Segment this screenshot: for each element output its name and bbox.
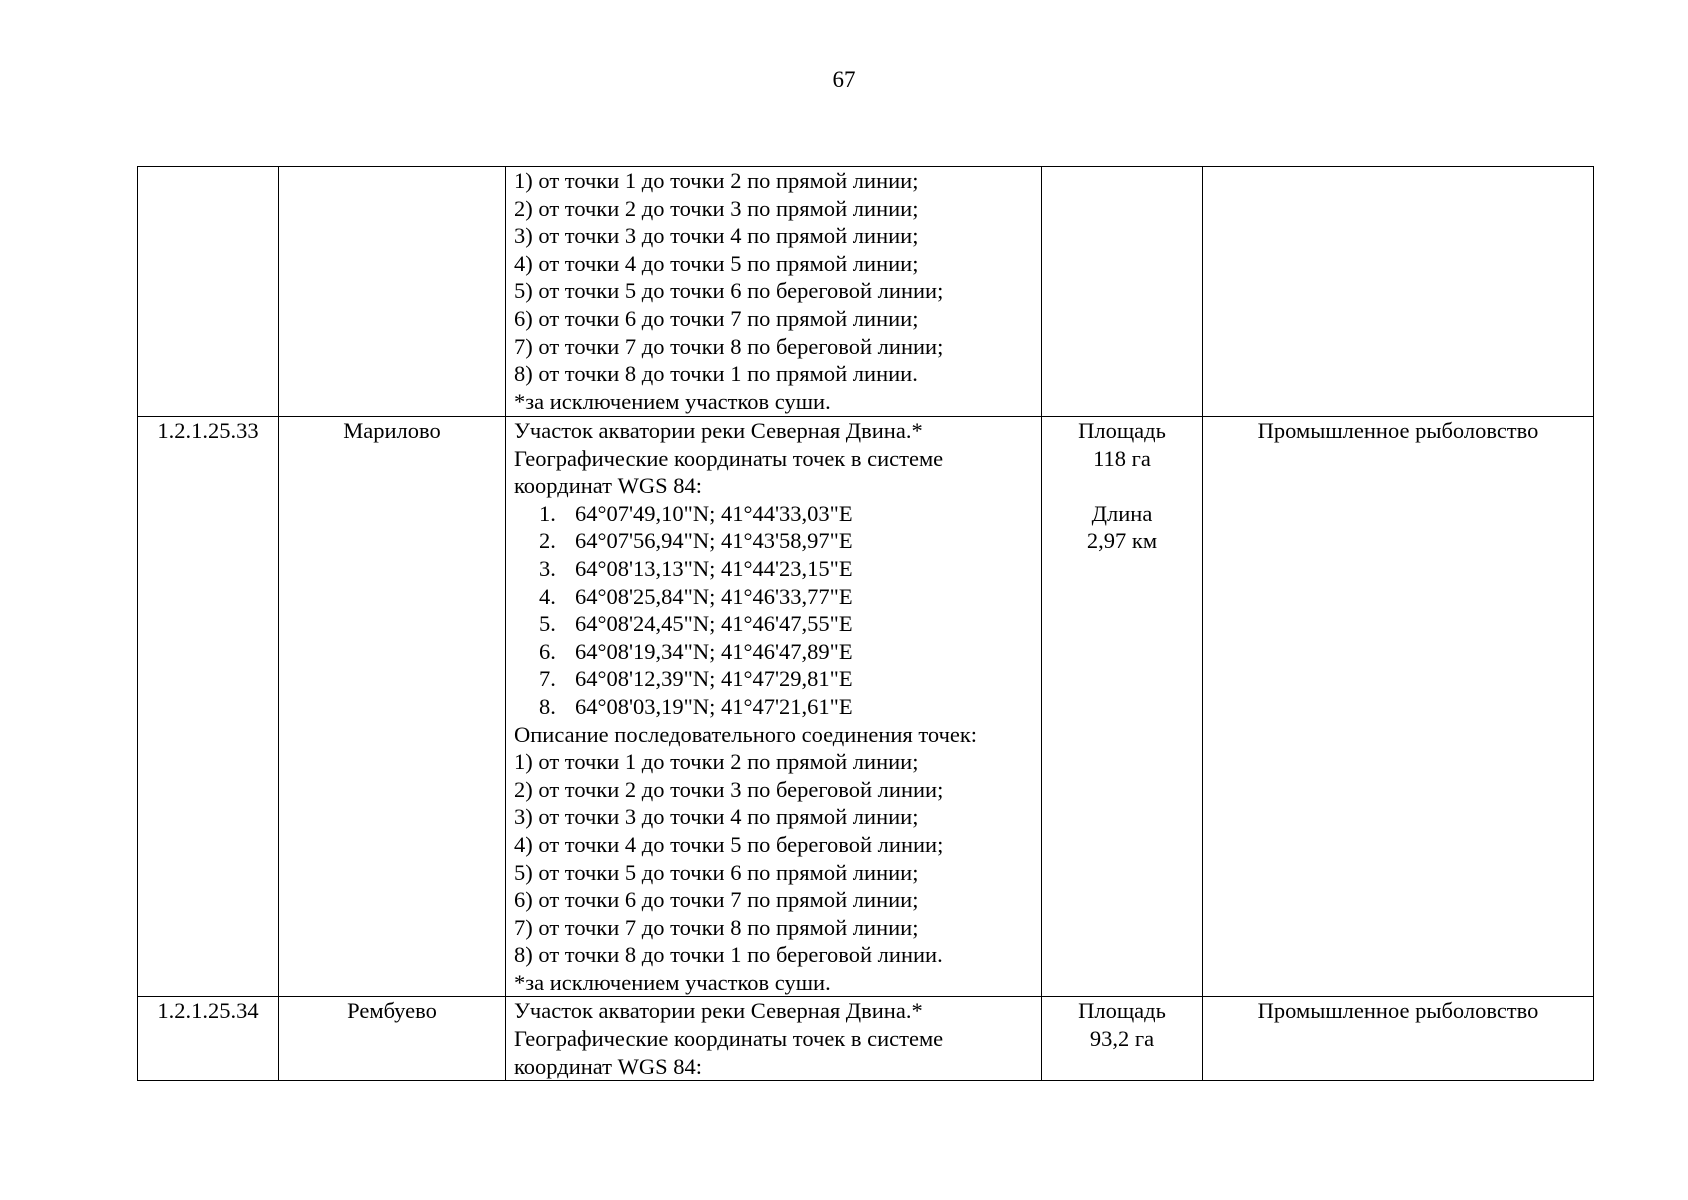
area-code-cell: 1.2.1.25.33 xyxy=(138,417,279,997)
area-label: Площадь xyxy=(1078,418,1166,443)
list-item: 6. 64°08'19,34"N; 41°46'47,89"E xyxy=(539,638,853,664)
list-item: 1. 64°07'49,10"N; 41°44'33,03"E xyxy=(539,500,853,526)
usage-cell: Промышленное рыболовство xyxy=(1203,417,1594,997)
area-label: Площадь xyxy=(1078,998,1166,1024)
list-item: 7. 64°08'12,39"N; 41°47'29,81"E xyxy=(539,666,853,692)
list-item: 2. 64°07'56,94"N; 41°43'58,97"E xyxy=(539,528,853,554)
area-code-cell: 1.2.1.25.34 xyxy=(138,997,279,1081)
connection-line: 7) от точки 7 до точки 8 по прямой линии; xyxy=(514,914,919,940)
list-item: 8. 64°08'03,19"N; 41°47'21,61"E xyxy=(539,693,853,719)
area-description-cell xyxy=(506,997,1042,1081)
area-name-cell: Марилово xyxy=(279,417,506,997)
connection-line: 2) от точки 2 до точки 3 по береговой линии; xyxy=(514,776,944,802)
length-label: Длина xyxy=(1091,500,1153,526)
list-item: 4. 64°08'25,84"N; 41°46'33,77"E xyxy=(539,583,853,609)
area-value: 93,2 га xyxy=(1089,1026,1155,1052)
connection-line: 2) от точки 2 до точки 3 по прямой линии; xyxy=(514,195,919,221)
connection-line: 1) от точки 1 до точки 2 по прямой линии; xyxy=(514,168,919,193)
connection-line: 4) от точки 4 до точки 5 по береговой линии; xyxy=(514,831,944,857)
connection-line: 8) от точки 8 до точки 1 по береговой линии. xyxy=(514,942,943,968)
footnote: *за исключением участков суши. xyxy=(514,388,831,414)
connections-heading: Описание последовательного соединения точек: xyxy=(514,721,978,747)
usage-cell xyxy=(1203,167,1594,417)
footnote: *за исключением участков суши. xyxy=(514,969,831,995)
connection-line: 4) от точки 4 до точки 5 по прямой линии; xyxy=(514,250,919,276)
connection-line: 3) от точки 3 до точки 4 по прямой линии; xyxy=(514,804,919,830)
area-name-cell: Рембуево xyxy=(279,997,506,1081)
table-row xyxy=(138,417,1594,997)
coords-heading: Географические координаты точек в системе xyxy=(514,1026,944,1052)
connection-line: 5) от точки 5 до точки 6 по прямой линии; xyxy=(514,859,919,885)
connection-line: 6) от точки 6 до точки 7 по прямой линии; xyxy=(514,887,919,913)
table-row xyxy=(138,167,1594,417)
coordinate-list xyxy=(514,500,1033,721)
page-number: 67 xyxy=(832,67,856,92)
area-size-cell xyxy=(1042,417,1203,997)
list-item: 3. 64°08'13,13"N; 41°44'23,15"E xyxy=(539,555,853,581)
coords-heading: координат WGS 84: xyxy=(514,473,703,499)
connection-line: 6) от точки 6 до точки 7 по прямой линии; xyxy=(514,305,919,331)
connection-line: 5) от точки 5 до точки 6 по береговой линии; xyxy=(514,278,944,304)
length-value: 2,97 км xyxy=(1086,528,1158,554)
coords-heading: Географические координаты точек в системе xyxy=(514,445,944,471)
area-code-cell xyxy=(138,167,279,417)
fishing-areas-table xyxy=(137,166,1594,1081)
area-title: Участок акватории реки Северная Двина.* xyxy=(514,418,923,443)
connection-line: 3) от точки 3 до точки 4 по прямой линии; xyxy=(514,223,919,249)
area-title: Участок акватории реки Северная Двина.* xyxy=(514,998,923,1024)
list-item: 5. 64°08'24,45"N; 41°46'47,55"E xyxy=(539,611,853,637)
connection-line: 8) от точки 8 до точки 1 по прямой линии. xyxy=(514,361,918,387)
connection-line: 7) от точки 7 до точки 8 по береговой линии; xyxy=(514,333,944,359)
area-description-cell xyxy=(506,167,1042,417)
area-size-cell xyxy=(1042,997,1203,1081)
area-value: 118 га xyxy=(1093,445,1151,471)
table-row xyxy=(138,997,1594,1081)
usage-cell: Промышленное рыболовство xyxy=(1203,997,1594,1081)
coords-heading: координат WGS 84: xyxy=(514,1053,703,1079)
area-size-cell xyxy=(1042,167,1203,417)
connection-line: 1) от точки 1 до точки 2 по прямой линии; xyxy=(514,749,919,775)
area-name-cell xyxy=(279,167,506,417)
area-description-cell xyxy=(506,417,1042,997)
